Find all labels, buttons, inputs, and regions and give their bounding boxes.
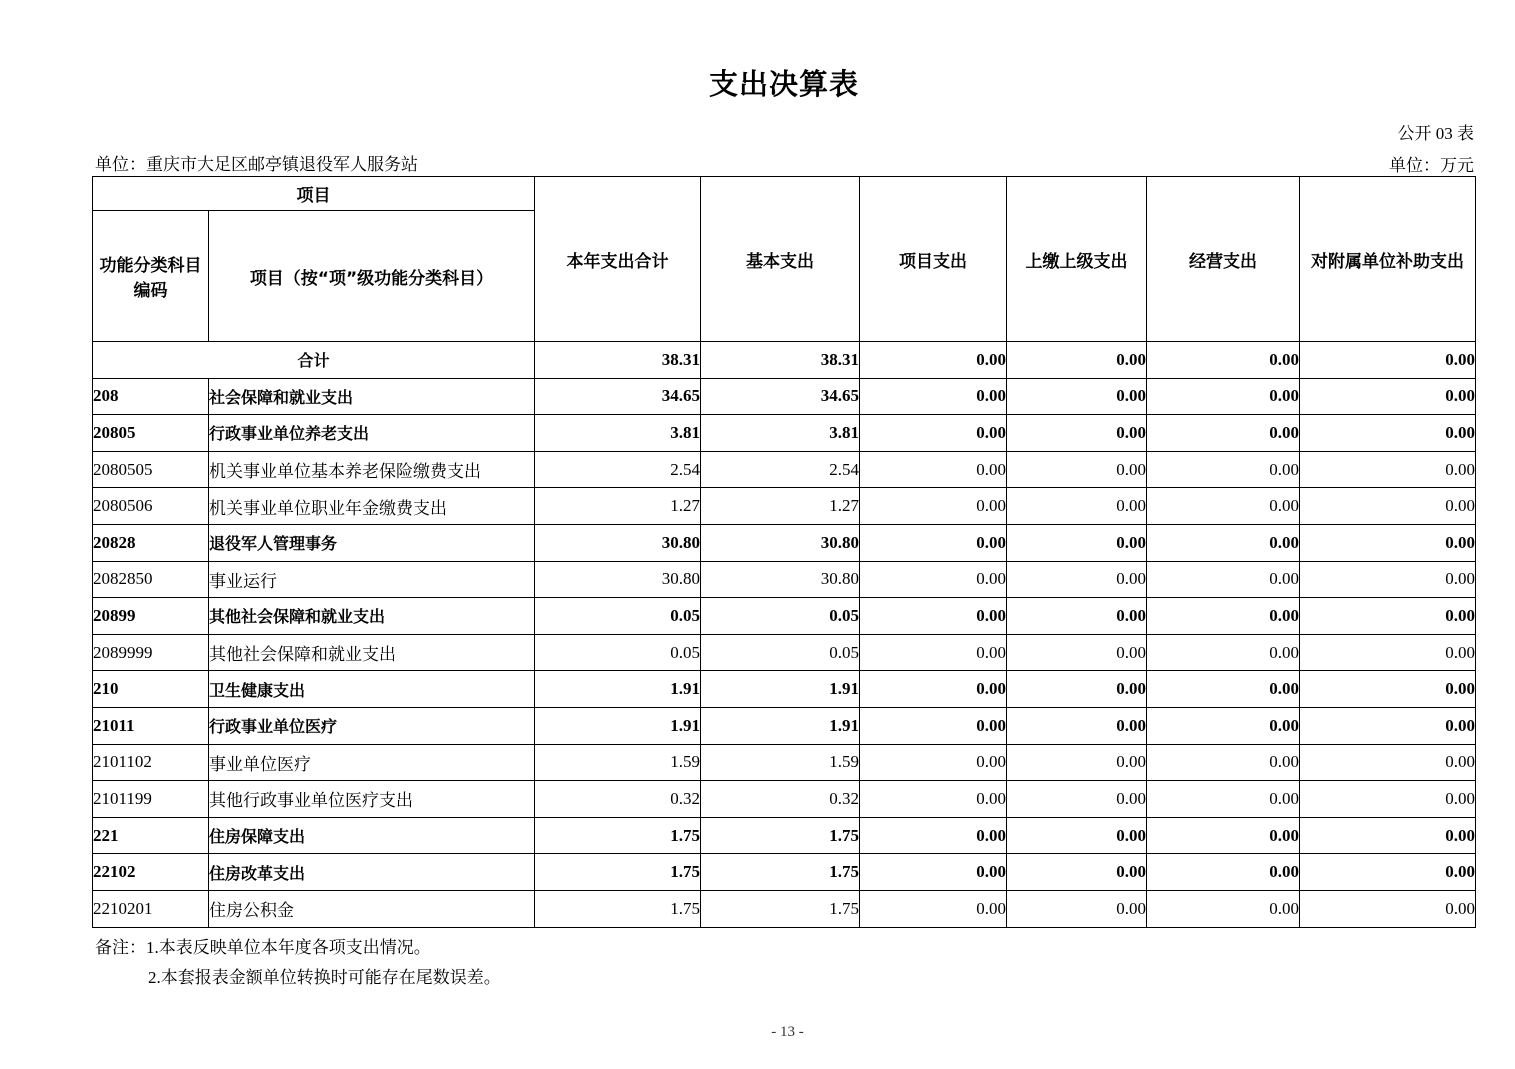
row-value: 0.00 [1300,561,1476,598]
row-value: 1.75 [701,817,860,854]
table-row [93,378,1476,415]
row-code: 2082850 [93,561,209,598]
total-label: 合计 [93,342,535,379]
header-name: 项目（按“项”级功能分类科目） [209,211,535,342]
row-value: 0.00 [860,744,1007,781]
row-value: 0.00 [1300,378,1476,415]
row-value: 1.27 [535,488,701,525]
row-value: 1.59 [535,744,701,781]
row-value: 0.00 [1300,671,1476,708]
row-value: 0.00 [860,524,1007,561]
row-value: 0.00 [1147,524,1300,561]
row-code: 2210201 [93,890,209,927]
row-code: 210 [93,671,209,708]
row-value: 0.00 [860,378,1007,415]
row-value: 0.00 [1147,671,1300,708]
row-value: 0.00 [1147,415,1300,452]
row-value: 0.00 [1300,707,1476,744]
row-value: 0.00 [1007,598,1147,635]
table-row [93,817,1476,854]
row-value: 0.00 [1007,524,1147,561]
unit-organization: 单位：重庆市大足区邮亭镇退役军人服务站 [95,155,418,174]
row-value: 0.00 [860,415,1007,452]
row-name: 退役军人管理事务 [209,524,535,561]
table-row [93,598,1476,635]
row-name: 其他社会保障和就业支出 [209,598,535,635]
row-code: 208 [93,378,209,415]
row-value: 0.00 [860,598,1007,635]
table-row [93,634,1476,671]
row-value: 0.00 [1300,451,1476,488]
header-basic: 基本支出 [701,177,860,342]
row-code: 2101199 [93,781,209,818]
notes [95,933,501,993]
row-value: 1.91 [535,671,701,708]
row-code: 22102 [93,854,209,891]
row-name: 机关事业单位基本养老保险缴费支出 [209,451,535,488]
row-value: 0.00 [1300,781,1476,818]
table-row [93,671,1476,708]
row-name: 机关事业单位职业年金缴费支出 [209,488,535,525]
row-value: 0.00 [860,451,1007,488]
row-value: 0.00 [1300,415,1476,452]
row-value: 34.65 [701,378,860,415]
unit-currency: 单位：万元 [1389,156,1474,175]
row-value: 0.00 [1007,378,1147,415]
note-2: 2.本套报表金额单位转换时可能存在尾数误差。 [148,968,501,987]
form-code: 公开 03 表 [1397,124,1474,143]
total-value: 38.31 [701,342,860,379]
row-value: 34.65 [535,378,701,415]
row-value: 0.00 [1147,890,1300,927]
table-row [93,744,1476,781]
row-value: 0.00 [1300,744,1476,781]
row-value: 0.00 [860,817,1007,854]
total-row [93,342,1476,379]
row-value: 1.91 [535,707,701,744]
table-row [93,561,1476,598]
row-code: 20828 [93,524,209,561]
row-value: 2.54 [701,451,860,488]
row-value: 0.00 [1147,488,1300,525]
row-value: 1.75 [701,854,860,891]
header-upper-payment: 上缴上级支出 [1007,177,1147,342]
row-value: 0.00 [1007,890,1147,927]
row-name: 行政事业单位医疗 [209,707,535,744]
row-value: 1.91 [701,671,860,708]
row-name: 事业运行 [209,561,535,598]
header-business: 经营支出 [1147,177,1300,342]
row-value: 0.00 [1147,781,1300,818]
table-row [93,524,1476,561]
row-value: 1.59 [701,744,860,781]
row-value: 0.00 [1300,598,1476,635]
row-value: 1.75 [535,854,701,891]
table-row [93,707,1476,744]
row-value: 0.00 [1007,744,1147,781]
page-number: - 13 - [771,1024,804,1040]
row-value: 1.91 [701,707,860,744]
row-value: 0.00 [1007,671,1147,708]
row-code: 20805 [93,415,209,452]
row-code: 2080506 [93,488,209,525]
row-value: 2.54 [535,451,701,488]
row-value: 0.00 [860,854,1007,891]
row-value: 0.00 [1300,488,1476,525]
row-name: 社会保障和就业支出 [209,378,535,415]
row-code: 2089999 [93,634,209,671]
row-value: 0.00 [1300,854,1476,891]
row-value: 0.00 [1007,561,1147,598]
row-value: 0.00 [1007,854,1147,891]
total-value: 38.31 [535,342,701,379]
row-value: 0.32 [701,781,860,818]
header-project: 项目 [93,177,535,211]
row-value: 0.00 [1147,451,1300,488]
row-value: 30.80 [535,524,701,561]
row-code: 2080505 [93,451,209,488]
header-code: 功能分类科目编码 [93,211,209,342]
table-row [93,854,1476,891]
row-code: 2101102 [93,744,209,781]
row-value: 0.00 [1147,634,1300,671]
row-value: 0.00 [1300,524,1476,561]
row-value: 30.80 [701,561,860,598]
row-value: 0.00 [860,707,1007,744]
row-value: 0.00 [1007,781,1147,818]
row-value: 3.81 [535,415,701,452]
row-value: 0.32 [535,781,701,818]
row-value: 0.00 [1300,817,1476,854]
row-value: 0.00 [1147,817,1300,854]
row-value: 0.00 [1007,415,1147,452]
header-total: 本年支出合计 [535,177,701,342]
table-row [93,781,1476,818]
row-value: 0.00 [1300,890,1476,927]
row-name: 其他行政事业单位医疗支出 [209,781,535,818]
row-name: 住房公积金 [209,890,535,927]
total-value: 0.00 [1300,342,1476,379]
table-row [93,890,1476,927]
row-code: 221 [93,817,209,854]
row-value: 1.75 [535,890,701,927]
total-value: 0.00 [1147,342,1300,379]
row-name: 住房改革支出 [209,854,535,891]
row-value: 0.00 [860,488,1007,525]
row-name: 住房保障支出 [209,817,535,854]
note-1: 备注：1.本表反映单位本年度各项支出情况。 [95,938,431,957]
row-value: 0.00 [860,561,1007,598]
total-value: 0.00 [1007,342,1147,379]
row-value: 0.00 [1007,707,1147,744]
row-value: 3.81 [701,415,860,452]
header-project-expenditure: 项目支出 [860,177,1007,342]
row-value: 0.00 [1147,378,1300,415]
table-row [93,451,1476,488]
row-code: 21011 [93,707,209,744]
row-value: 0.00 [1147,561,1300,598]
row-value: 1.27 [701,488,860,525]
row-value: 0.00 [1147,707,1300,744]
row-value: 0.00 [1147,598,1300,635]
row-value: 0.00 [1007,451,1147,488]
row-value: 0.00 [1147,744,1300,781]
row-value: 0.05 [535,598,701,635]
row-value: 0.00 [1007,488,1147,525]
row-value: 30.80 [701,524,860,561]
row-value: 0.00 [860,890,1007,927]
header-subsidy: 对附属单位补助支出 [1300,177,1476,342]
row-value: 0.00 [1007,817,1147,854]
row-value: 30.80 [535,561,701,598]
row-value: 0.05 [701,634,860,671]
row-name: 卫生健康支出 [209,671,535,708]
table-row [93,488,1476,525]
row-value: 0.00 [860,781,1007,818]
row-value: 0.05 [535,634,701,671]
row-value: 0.05 [701,598,860,635]
row-value: 0.00 [1300,634,1476,671]
table-row [93,415,1476,452]
row-value: 1.75 [535,817,701,854]
expenditure-table [92,176,1476,928]
row-value: 0.00 [860,671,1007,708]
row-value: 1.75 [701,890,860,927]
row-code: 20899 [93,598,209,635]
page-title: 支出决算表 [708,67,859,101]
row-name: 行政事业单位养老支出 [209,415,535,452]
row-name: 其他社会保障和就业支出 [209,634,535,671]
row-value: 0.00 [1007,634,1147,671]
row-name: 事业单位医疗 [209,744,535,781]
row-value: 0.00 [1147,854,1300,891]
row-value: 0.00 [860,634,1007,671]
total-value: 0.00 [860,342,1007,379]
